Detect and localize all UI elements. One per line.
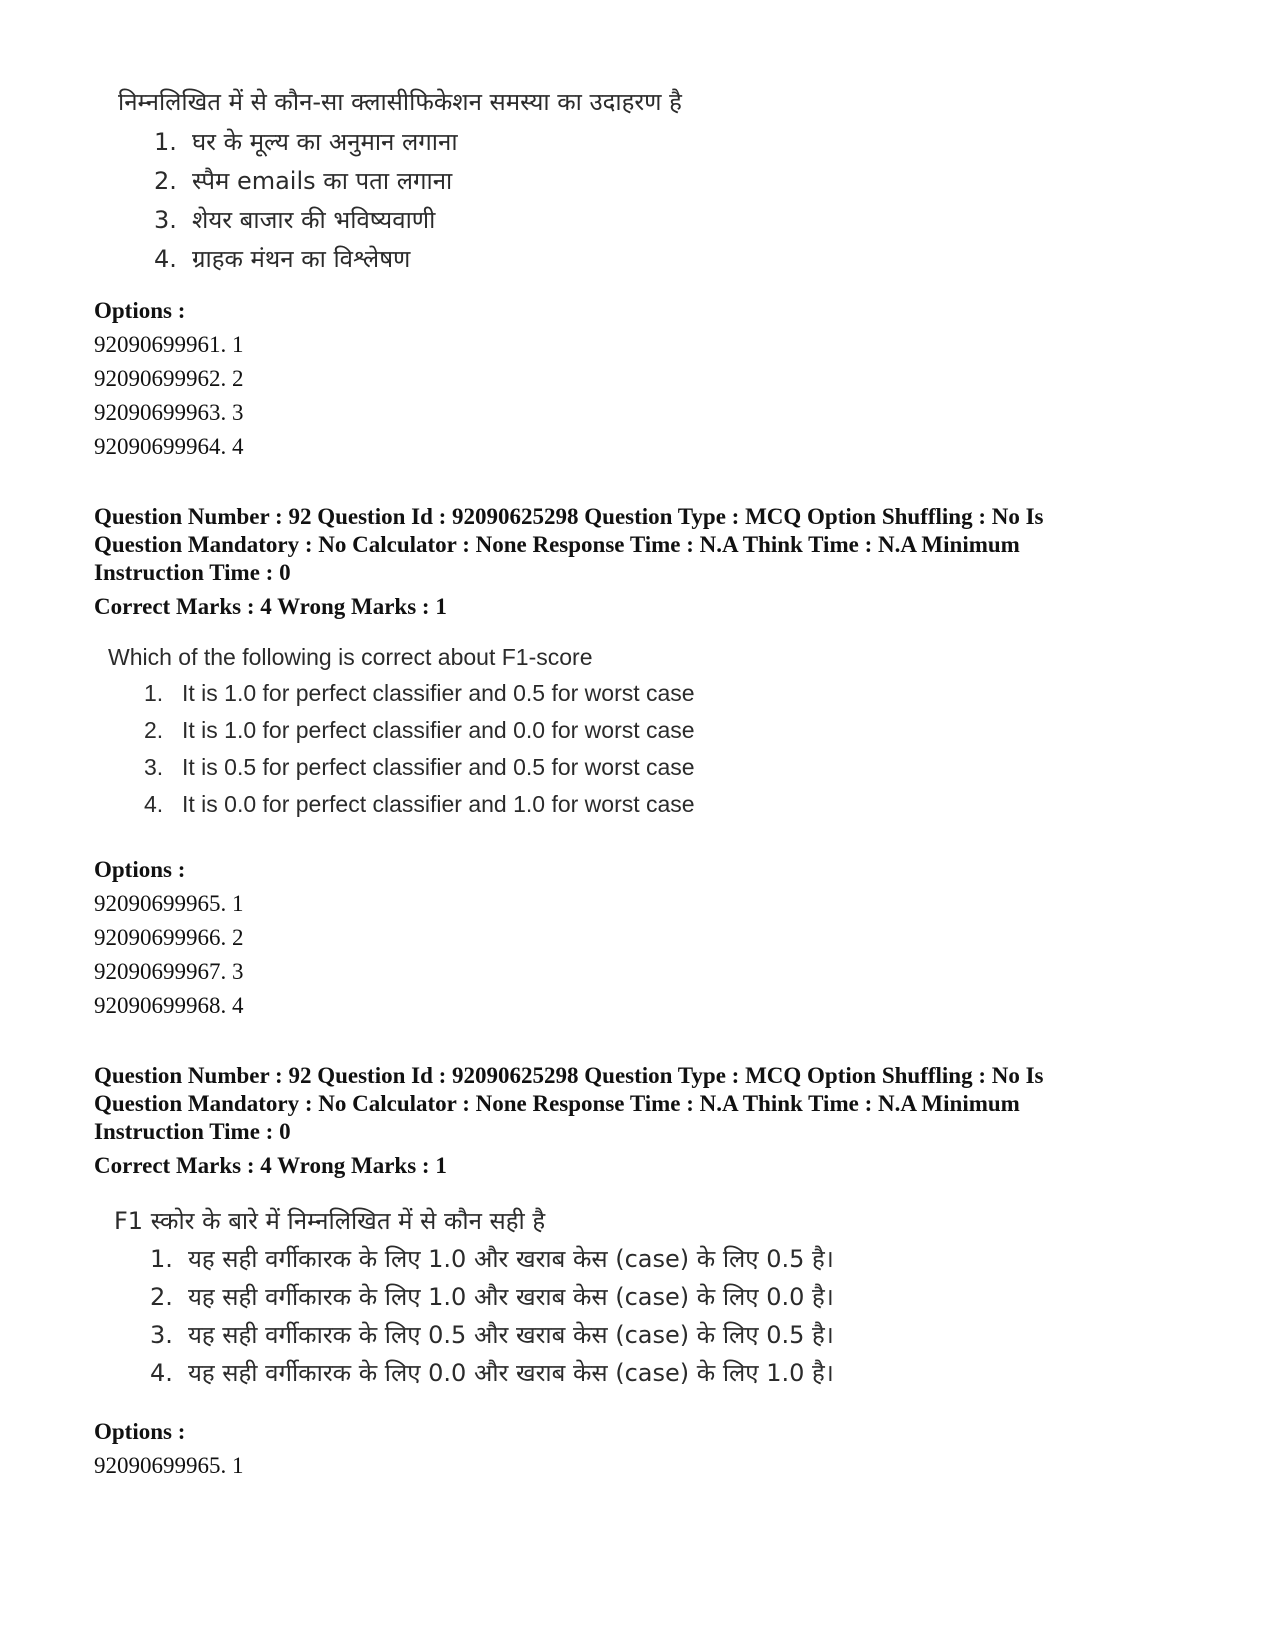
list-item: 2. स्पैम emails का पता लगाना bbox=[154, 167, 453, 195]
option-line: 92090699966. 2 bbox=[94, 925, 244, 950]
option-line: 92090699967. 3 bbox=[94, 959, 244, 984]
option-line: 92090699963. 3 bbox=[94, 400, 244, 425]
list-item: 2. It is 1.0 for perfect classifier and 0.0 for worst case bbox=[144, 717, 695, 743]
question-list bbox=[150, 1240, 834, 1392]
options-block-3 bbox=[94, 1415, 244, 1483]
question-text: Which of the following is correct about F1-score bbox=[108, 644, 593, 670]
list-item: 4. ग्राहक मंथन का विश्लेषण bbox=[154, 245, 411, 273]
option-line: 92090699968. 4 bbox=[94, 993, 244, 1018]
options-heading: Options : bbox=[94, 298, 186, 323]
option-line: 92090699962. 2 bbox=[94, 366, 244, 391]
question-list bbox=[154, 123, 682, 279]
options-heading: Options : bbox=[94, 857, 186, 882]
question-image-f1-english bbox=[108, 642, 695, 823]
options-heading: Options : bbox=[94, 1419, 186, 1444]
meta-line: Question Number : 92 Question Id : 92090625298 Question Type : MCQ Option Shuffling : No Is bbox=[94, 504, 1044, 529]
option-line: 92090699965. 1 bbox=[94, 891, 244, 916]
list-item: 1. यह सही वर्गीकारक के लिए 1.0 और खराब केस (case) के लिए 0.5 है। bbox=[150, 1245, 834, 1273]
options-block-1 bbox=[94, 294, 244, 464]
question-text: F1 स्कोर के बारे में निम्नलिखित में से कौन सही है bbox=[114, 1207, 546, 1235]
list-item: 4. यह सही वर्गीकारक के लिए 0.0 और खराब केस (case) के लिए 1.0 है। bbox=[150, 1359, 834, 1387]
meta-line: Question Number : 92 Question Id : 92090625298 Question Type : MCQ Option Shuffling : No Is bbox=[94, 1063, 1044, 1088]
question-meta-3 bbox=[94, 1062, 1194, 1180]
option-line: 92090699961. 1 bbox=[94, 332, 244, 357]
question-meta-2 bbox=[94, 503, 1194, 621]
question-image-hindi-classification bbox=[118, 87, 682, 279]
meta-line: Question Mandatory : No Calculator : None Response Time : N.A Think Time : N.A Minimum bbox=[94, 1091, 1020, 1116]
meta-line: Instruction Time : 0 bbox=[94, 560, 291, 585]
options-block-2 bbox=[94, 853, 244, 1023]
question-image-f1-hindi bbox=[114, 1206, 834, 1392]
list-item: 3. यह सही वर्गीकारक के लिए 0.5 और खराब केस (case) के लिए 0.5 है। bbox=[150, 1321, 834, 1349]
meta-line: Question Mandatory : No Calculator : None Response Time : N.A Think Time : N.A Minimum bbox=[94, 532, 1020, 557]
list-item: 3. It is 0.5 for perfect classifier and 0.5 for worst case bbox=[144, 754, 695, 780]
question-text: निम्नलिखित में से कौन-सा क्लासीफिकेशन समस्या का उदाहरण है bbox=[118, 88, 682, 116]
list-item: 2. यह सही वर्गीकारक के लिए 1.0 और खराब केस (case) के लिए 0.0 है। bbox=[150, 1283, 834, 1311]
marks-line: Correct Marks : 4 Wrong Marks : 1 bbox=[94, 594, 447, 619]
marks-line: Correct Marks : 4 Wrong Marks : 1 bbox=[94, 1153, 447, 1178]
list-item: 1. It is 1.0 for perfect classifier and 0.5 for worst case bbox=[144, 680, 695, 706]
option-line: 92090699964. 4 bbox=[94, 434, 244, 459]
option-line: 92090699965. 1 bbox=[94, 1453, 244, 1478]
list-item: 4. It is 0.0 for perfect classifier and 1.0 for worst case bbox=[144, 791, 695, 817]
question-list bbox=[144, 675, 695, 823]
list-item: 3. शेयर बाजार की भविष्यवाणी bbox=[154, 206, 436, 234]
meta-line: Instruction Time : 0 bbox=[94, 1119, 291, 1144]
list-item: 1. घर के मूल्य का अनुमान लगाना bbox=[154, 128, 458, 156]
